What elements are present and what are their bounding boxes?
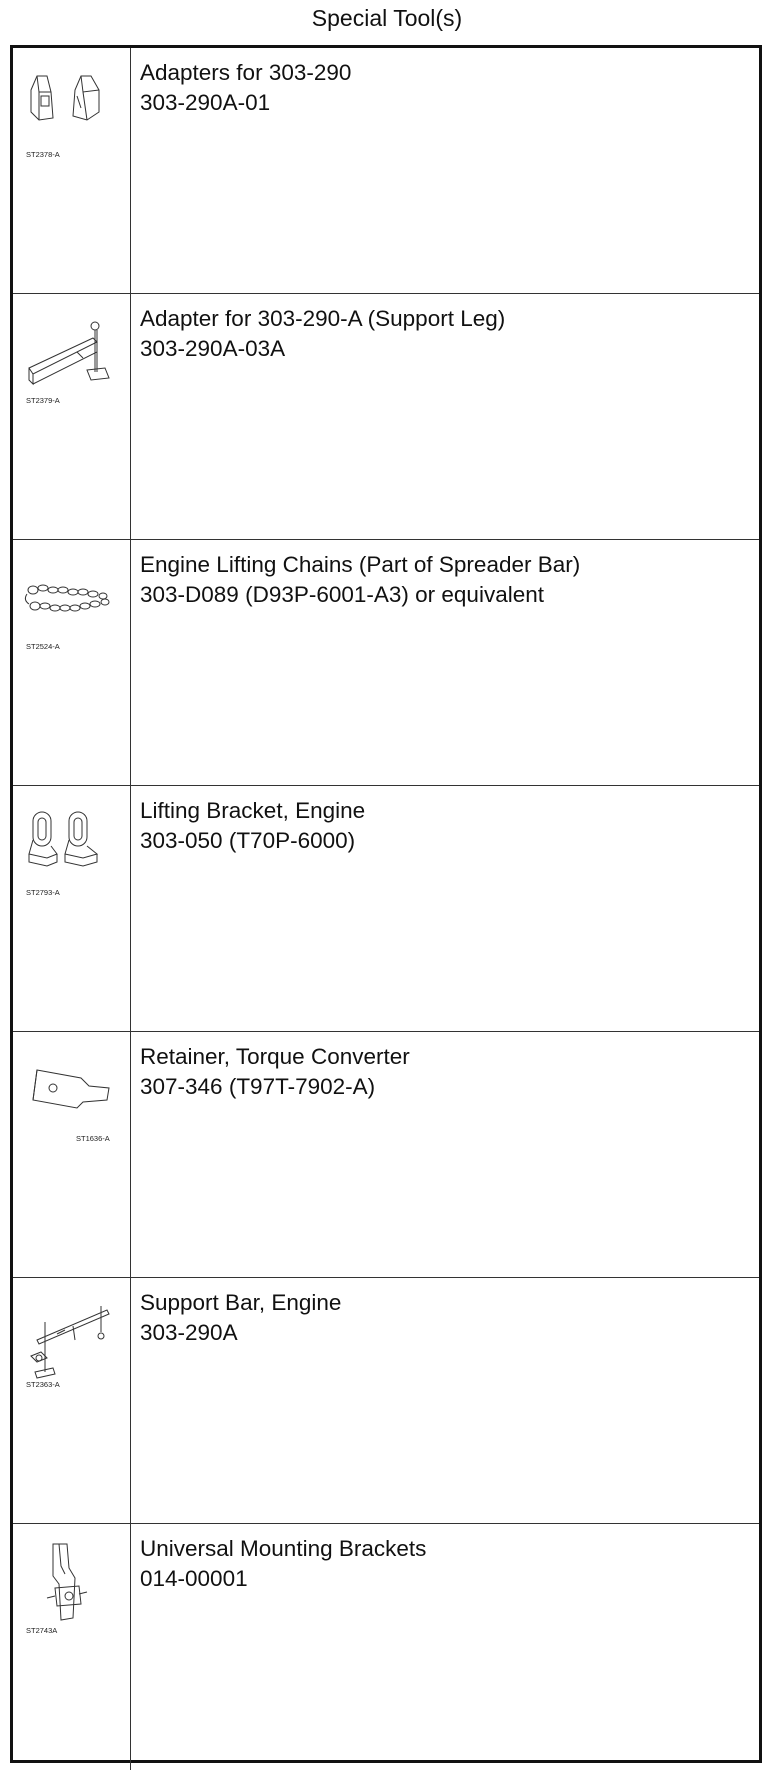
tool-name: Universal Mounting Brackets	[140, 1536, 427, 1561]
tool-image-code: ST2379-A	[26, 396, 60, 405]
tool-name: Lifting Bracket, Engine	[140, 798, 366, 823]
tool-name: Adapter for 303-290-A (Support Leg)	[140, 306, 506, 331]
tool-image-cell	[13, 294, 131, 539]
lifting-chains-icon	[17, 554, 117, 654]
tool-name: Support Bar, Engine	[140, 1290, 342, 1315]
tool-image-cell	[13, 540, 131, 785]
tool-image-code: ST2524-A	[26, 642, 60, 651]
table-row	[13, 1278, 759, 1524]
tool-image-cell	[13, 786, 131, 1031]
tool-image-code: ST2743A	[26, 1626, 58, 1635]
table-row	[13, 1032, 759, 1278]
engine-support-bar-icon	[17, 1292, 117, 1392]
table-row	[13, 1524, 759, 1770]
tool-image-code: ST1636-A	[76, 1134, 110, 1143]
tool-image-cell	[13, 1524, 131, 1770]
special-tools-table	[10, 45, 762, 1763]
tool-image-code: ST2363-A	[26, 1380, 60, 1389]
tool-number: 303-290A-01	[140, 90, 271, 115]
tool-image-cell	[13, 1278, 131, 1523]
support-leg-icon	[17, 308, 117, 408]
page-title: Special Tool(s)	[311, 5, 463, 31]
adapter-blocks-icon	[17, 62, 117, 162]
tool-number: 307-346 (T97T-7902-A)	[140, 1074, 376, 1099]
tool-number: 303-D089 (D93P-6001-A3) or equivalent	[140, 582, 544, 607]
torque-converter-retainer-icon	[17, 1046, 117, 1146]
tool-name: Retainer, Torque Converter	[140, 1044, 410, 1069]
table-row	[13, 48, 759, 294]
tool-number: 303-290A-03A	[140, 336, 286, 361]
tool-image-code: ST2378-A	[26, 150, 60, 159]
tool-image-code: ST2793-A	[26, 888, 60, 897]
tool-image-cell	[13, 1032, 131, 1277]
table-row	[13, 294, 759, 540]
mounting-bracket-icon	[17, 1538, 117, 1638]
tool-number: 014-00001	[140, 1566, 248, 1591]
tool-name: Engine Lifting Chains (Part of Spreader Bar)	[140, 552, 581, 577]
table-row	[13, 786, 759, 1032]
tool-image-cell	[13, 48, 131, 293]
lifting-bracket-icon	[17, 800, 117, 900]
tool-number: 303-290A	[140, 1320, 238, 1345]
tool-number: 303-050 (T70P-6000)	[140, 828, 356, 853]
table-row	[13, 540, 759, 786]
tool-name: Adapters for 303-290	[140, 60, 352, 85]
